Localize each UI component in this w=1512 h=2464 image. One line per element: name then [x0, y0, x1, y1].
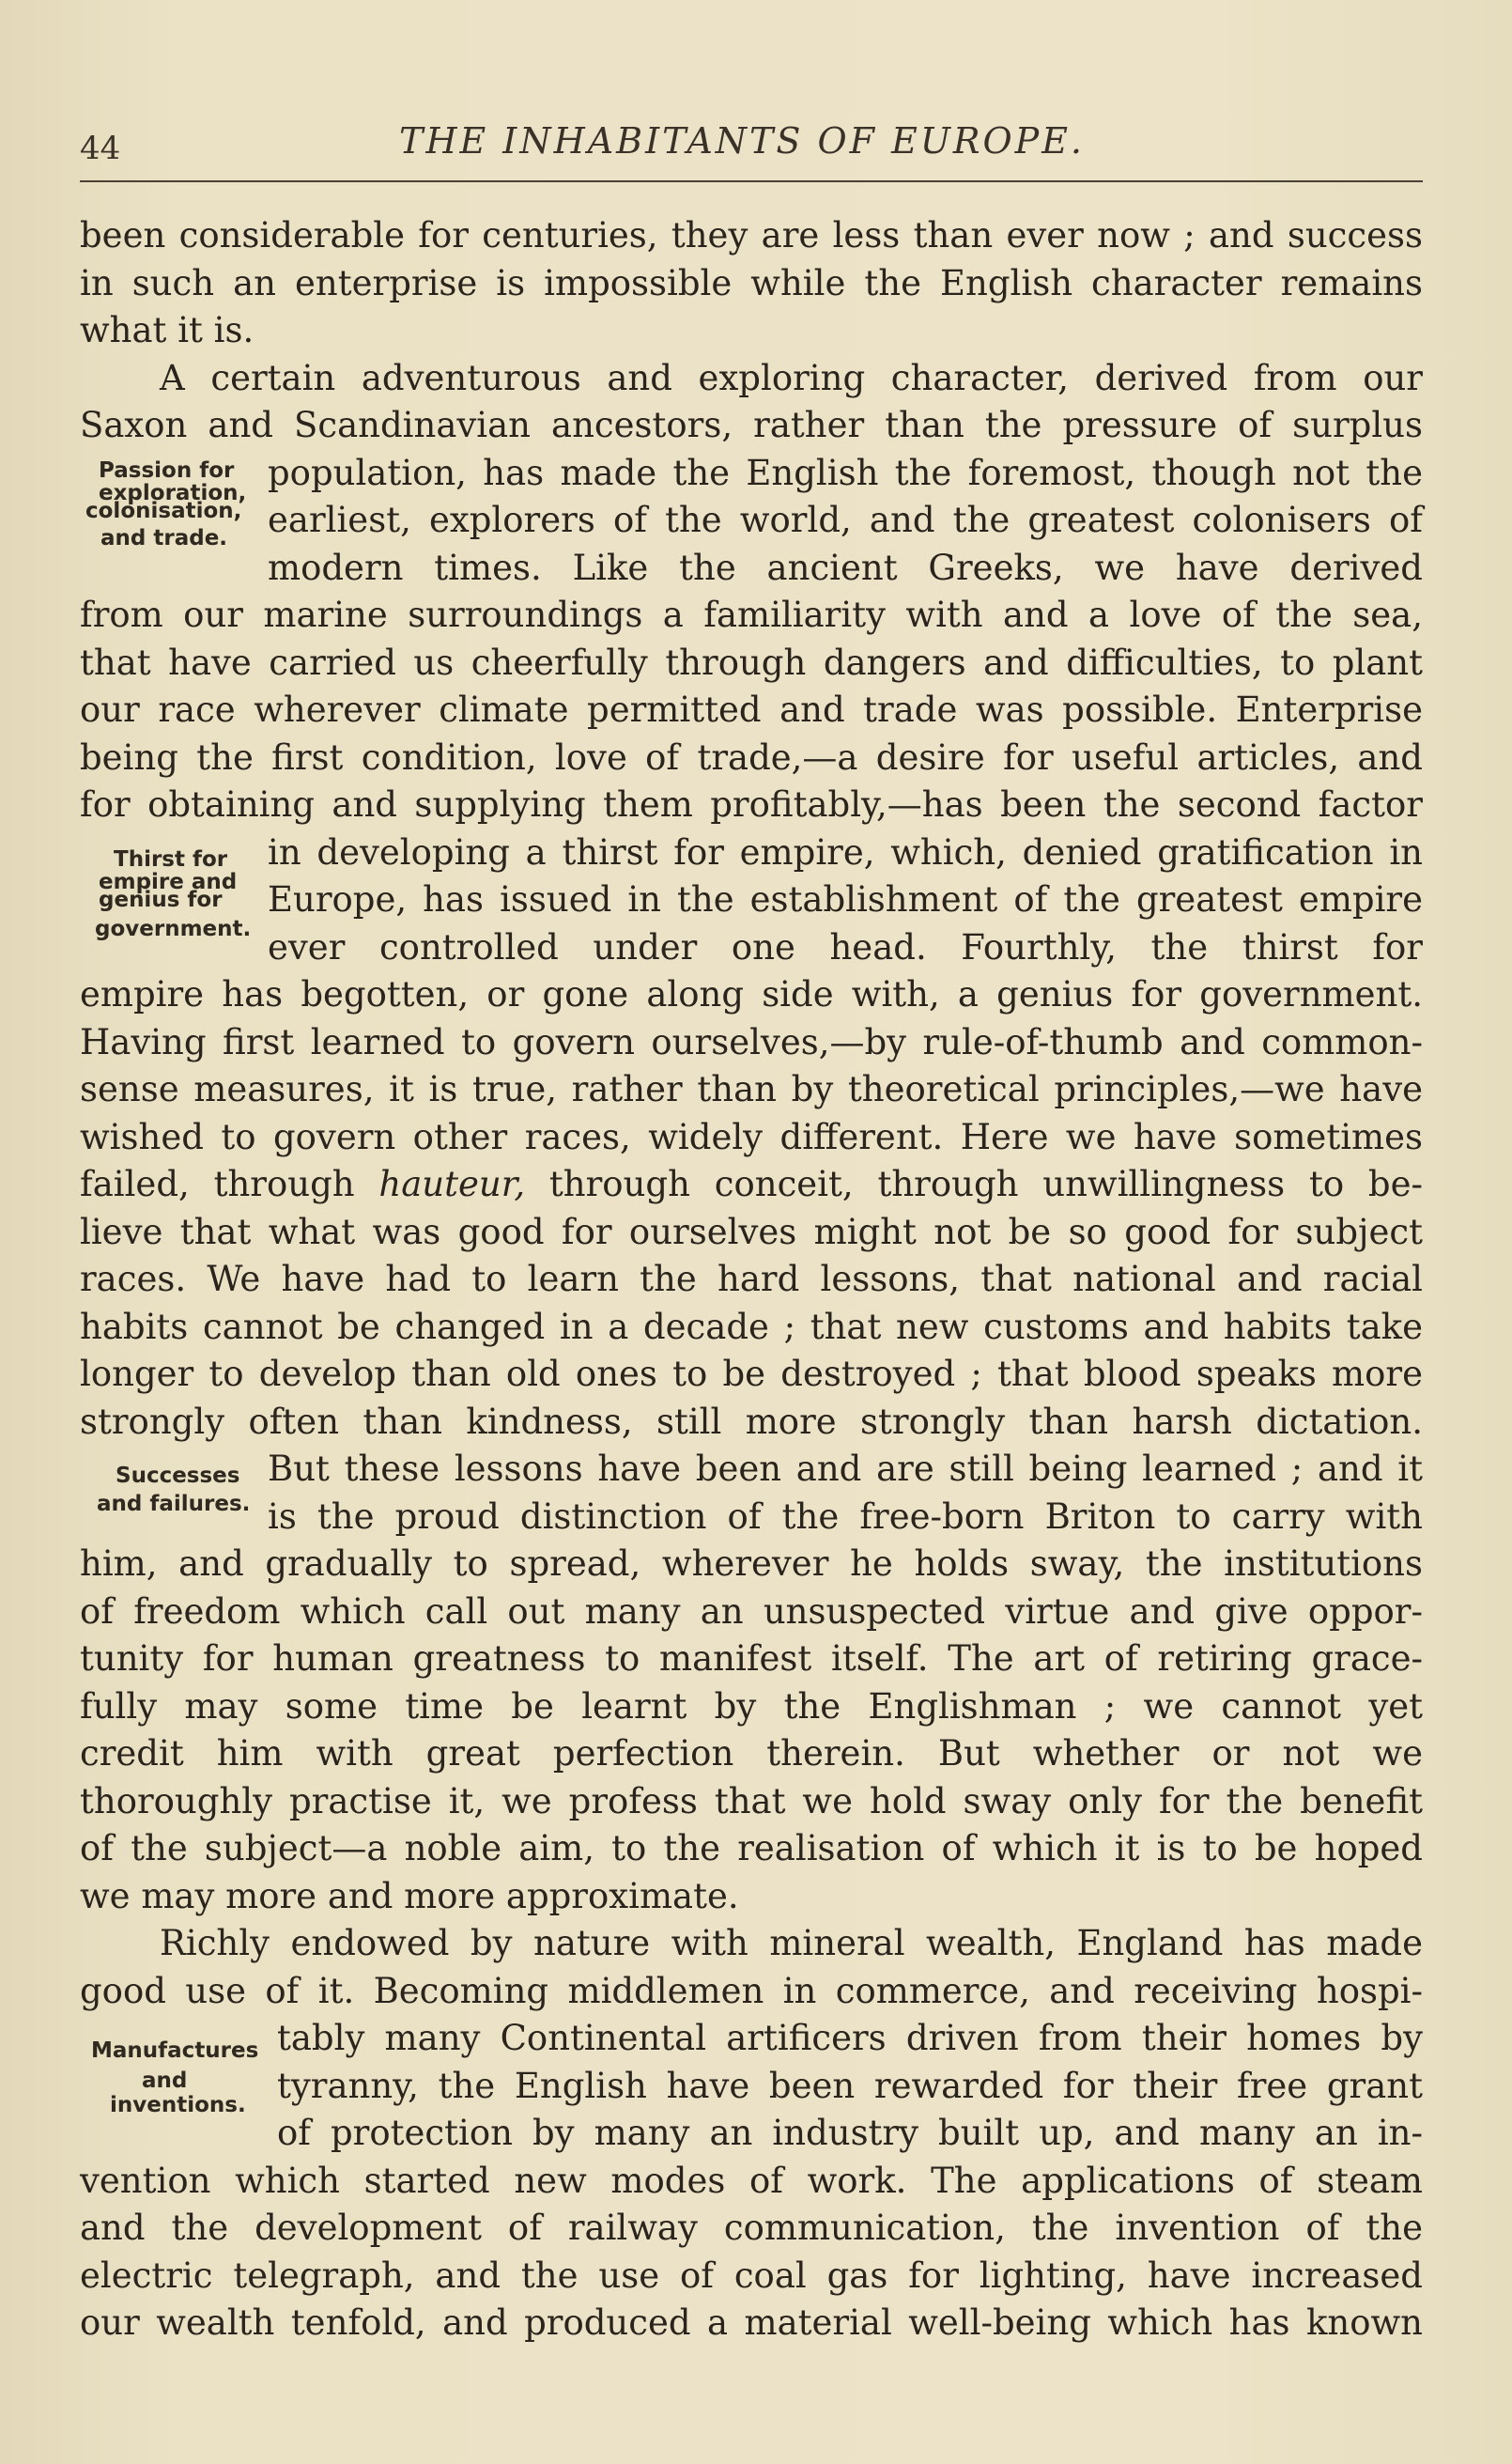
- text-line: of protection by many an industry built up, and many an in-: [277, 2113, 1423, 2153]
- text-line: earliest, explorers of the world, and the greatest colonisers of: [268, 500, 1423, 540]
- text-line: strongly often than kindness, still more strongly than harsh dictation.: [80, 1401, 1423, 1442]
- text-line: Saxon and Scandinavian ancestors, rather than the pressure of surplus: [80, 405, 1423, 445]
- text-line: good use of it. Becoming middlemen in commerce, and receiving hospi-: [80, 1970, 1423, 2011]
- text-line: longer to develop than old ones to be destroyed ; that blood speaks more: [80, 1354, 1423, 1394]
- text-line: races. We have had to learn the hard lessons, that national and racial: [80, 1259, 1423, 1299]
- text-line: being the first condition, love of trade,—a desire for useful articles, and: [80, 736, 1423, 778]
- text-line: tably many Continental artificers driven from their homes by: [277, 2018, 1423, 2058]
- margin-note-line: Thirst for: [114, 847, 228, 872]
- italic-word: hauteur,: [378, 1164, 526, 1204]
- text-line: lieve that what was good for ourselves might not be so good for subject: [80, 1211, 1423, 1252]
- margin-note-line: colonisation,: [85, 499, 242, 523]
- text-line: ever controlled under one head. Fourthly, the thirst for: [268, 926, 1423, 968]
- text-line: is the proud distinction of the free-born Briton to carry with: [268, 1495, 1423, 1537]
- header-rule: [80, 180, 1423, 182]
- text-line: fully may some time be learnt by the Englishman ; we cannot yet: [80, 1685, 1423, 1727]
- page-header: [80, 111, 1423, 167]
- text-line: [80, 1161, 1423, 1209]
- text-line: modern times. Like the ancient Greeks, we have derived: [268, 547, 1423, 588]
- text-line: him, and gradually to spread, wherever he holds sway, the institutions: [80, 1543, 1423, 1584]
- text-line: what it is.: [80, 310, 255, 350]
- text-line: Having first learned to govern ourselves,—by rule-of-thumb and common-: [80, 1021, 1423, 1062]
- text-line: empire has begotten, or gone along side with, a genius for government.: [80, 974, 1423, 1015]
- text-line: vention which started new modes of work. The applications of steam: [80, 2160, 1423, 2201]
- page-number: 44: [80, 130, 121, 167]
- text-line: for obtaining and supplying them profitably,—has been the second factor: [80, 784, 1423, 825]
- margin-note-line: Passion for: [99, 458, 235, 483]
- margin-note-line: Successes: [116, 1464, 240, 1488]
- text-line: in such an enterprise is impossible while the English character remains: [80, 262, 1423, 303]
- margin-note-line: genius for: [99, 888, 223, 912]
- text-line: A certain adventurous and exploring character, derived from our: [160, 357, 1423, 398]
- margin-note-line: government.: [95, 917, 252, 941]
- margin-note-line: and trade.: [100, 526, 228, 550]
- text-line: thoroughly practise it, we profess that we hold sway only for the benefit: [80, 1780, 1423, 1821]
- text-fragment: failed, through: [80, 1164, 355, 1204]
- margin-note-line: inventions.: [110, 2093, 246, 2117]
- text-line: our wealth tenfold, and produced a material well-being which has known: [80, 2302, 1423, 2343]
- text-line: habits cannot be changed in a decade ; that new customs and habits take: [80, 1306, 1423, 1347]
- text-line: of the subject—a noble aim, to the realisation of which it is to be hoped: [80, 1828, 1423, 1868]
- text-line: Richly endowed by nature with mineral wealth, England has made: [160, 1923, 1423, 1963]
- text-line: our race wherever climate permitted and trade was possible. Enterprise: [80, 690, 1423, 730]
- body-text: [80, 212, 1423, 2348]
- text-line: and the development of railway communication, the invention of the: [80, 2208, 1423, 2248]
- text-line: wished to govern other races, widely different. Here we have sometimes: [80, 1116, 1423, 1157]
- text-line: tyranny, the English have been rewarded for their free grant: [277, 2065, 1423, 2106]
- text-line: Europe, has issued in the establishment of the greatest empire: [268, 879, 1423, 920]
- text-line: electric telegraph, and the use of coal gas for lighting, have increased: [80, 2255, 1423, 2296]
- text-line: that have carried us cheerfully through dangers and difficulties, to plant: [80, 642, 1423, 683]
- text-line: in developing a thirst for empire, which, denied gratification in: [268, 831, 1423, 873]
- text-line: But these lessons have been and are still being learned ; and it: [268, 1449, 1423, 1489]
- text-line: sense measures, it is true, rather than by theoretical principles,—we have: [80, 1069, 1423, 1109]
- text-line: population, has made the English the foremost, though not the: [268, 452, 1423, 493]
- margin-note-line: and failures.: [97, 1492, 251, 1516]
- text-fragment: through conceit, through unwillingness to be-: [548, 1164, 1424, 1204]
- text-line: we may more and more approximate.: [80, 1875, 739, 1916]
- running-title: THE INHABITANTS OF EUROPE.: [399, 120, 1086, 162]
- margin-note-line: and: [142, 2069, 188, 2093]
- text-line: been considerable for centuries, they are less than ever now ; and success: [80, 215, 1423, 256]
- margin-note-line: exploration,: [99, 481, 247, 505]
- text-line: credit him with great perfection therein. But whether or not we: [80, 1733, 1423, 1774]
- margin-note-line: empire and: [99, 870, 238, 894]
- text-line: tunity for human greatness to manifest itself. The art of retiring grace-: [80, 1638, 1423, 1679]
- text-line: of freedom which call out many an unsuspected virtue and give oppor-: [80, 1590, 1423, 1632]
- margin-note-line: Manufactures: [91, 2038, 259, 2063]
- text-line: from our marine surroundings a familiarity with and a love of the sea,: [80, 595, 1423, 635]
